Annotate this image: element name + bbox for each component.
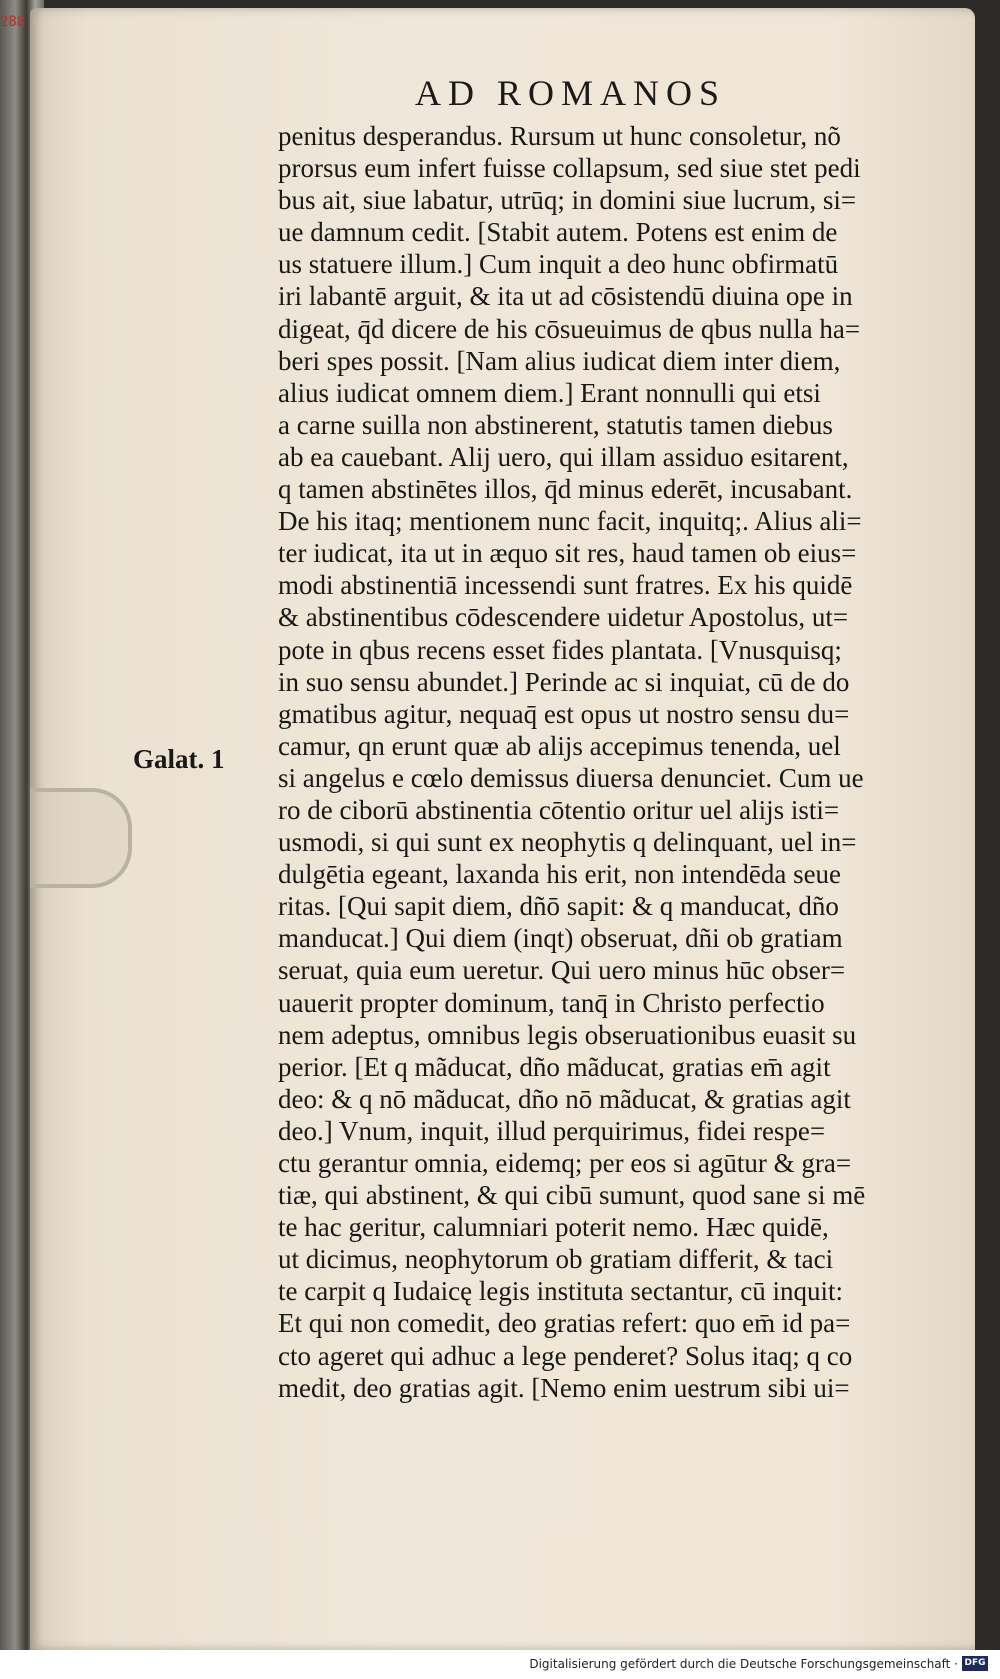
margin-note: Galat. 1: [133, 744, 225, 774]
text-line: iri labantē arguit, & ita ut ad cōsistendū diuina ope in: [278, 281, 853, 312]
text-line: alius iudicat omnem diem.] Erant nonnulli qui etsi: [278, 377, 821, 408]
text-line: ter iudicat, ita ut in æquo sit res, haud tamen ob eius=: [278, 538, 857, 569]
text-line: te hac geritur, calumniari poterit nemo. Hæc quidē,: [278, 1212, 829, 1243]
text-line: gmatibus agitur, nequaq̄ est opus ut nostro sensu du=: [278, 698, 850, 729]
page-clasp: [30, 788, 132, 888]
text-line: cto ageret qui adhuc a lege penderet? Solus itaq; q co: [278, 1340, 853, 1371]
text-line: seruat, quia eum ueretur. Qui uero minus hūc obser=: [278, 955, 846, 986]
text-line: te carpit q Iudaicę legis instituta sectantur, cū inquit:: [278, 1276, 843, 1307]
text-line: prorsus eum infert fuisse collapsum, sed siue stet pedi: [278, 153, 861, 184]
text-line: ab ea cauebant. Alij uero, qui illam assiduo esitarent,: [278, 441, 849, 472]
text-line: ut dicimus, neophytorum ob gratiam differit, & taci: [278, 1244, 834, 1275]
text-line: tiæ, qui abstinent, & qui cibū sumunt, quod sane si mē: [278, 1180, 866, 1211]
text-line: nem adeptus, omnibus legis obseruationibus euasit su: [278, 1019, 857, 1050]
body-text: [278, 120, 986, 1404]
text-line: us statuere illum.] Cum inquit a deo hunc obfirmatū: [278, 249, 839, 280]
text-line: ro de ciborū abstinentia cōtentio oritur uel alijs isti=: [278, 794, 840, 825]
text-line: digeat, q̄d dicere de his cōsueuimus de qbus nulla ha=: [278, 313, 861, 344]
text-line: dulgētia egeant, laxanda his erit, non intendēda seue: [278, 859, 842, 890]
text-line: Et qui non comedit, deo gratias refert: quo em̄ id pa=: [278, 1308, 851, 1339]
text-line: ritas. [Qui sapit diem, dñō sapit: & q manducat, dño: [278, 891, 839, 922]
footer-credit: Digitalisierung gefördert durch die Deutsche Forschungsgemeinschaft ·: [529, 1657, 958, 1671]
page-number: 288: [0, 14, 26, 30]
running-head: AD ROMANOS: [415, 73, 727, 113]
text-line: modi abstinentiā incessendi sunt fratres. Ex his quidē: [278, 570, 853, 601]
text-line: in suo sensu abundet.] Perinde ac si inquiat, cū de do: [278, 666, 850, 697]
text-line: medit, deo gratias agit. [Nemo enim uestrum sibi ui=: [278, 1372, 850, 1403]
text-line: perior. [Et q mãducat, dño mãducat, gratias em̄ agit: [278, 1051, 831, 1082]
text-line: ctu gerantur omnia, eidemq; per eos si agūtur & gra=: [278, 1148, 852, 1178]
text-line: beri spes possit. [Nam alius iudicat diem inter diem,: [278, 345, 841, 376]
text-line: q tamen abstinētes illos, q̄d minus ederēt, incusabant.: [278, 474, 853, 505]
text-line: pote in qbus recens esset fides plantata. [Vnusquisq;: [278, 634, 842, 665]
text-line: camur, qn erunt quæ ab alijs accepimus tenenda, uel: [278, 730, 841, 761]
text-line: deo: & q nō mãducat, dño nō mãducat, & gratias agit: [278, 1083, 851, 1114]
text-line: & abstinentibus cōdescendere uidetur Apostolus, ut=: [278, 602, 849, 633]
text-line: ue damnum cedit. [Stabit autem. Potens est enim de: [278, 217, 838, 248]
text-line: manducat.] Qui diem (inqt) obseruat, dñi ob gratiam: [278, 923, 843, 954]
text-line: a carne suilla non abstinerent, statutis tamen diebus: [278, 409, 833, 440]
text-line: penitus desperandus. Rursum ut hunc consoletur, nõ: [278, 121, 841, 151]
book-page: [30, 8, 975, 1650]
text-line: usmodi, si qui sunt ex neophytis q delinquant, uel in=: [278, 827, 857, 858]
text-line: De his itaq; mentionem nunc facit, inquitq;. Alius ali=: [278, 506, 862, 537]
text-line: si angelus e cœlo demissus diuersa denunciet. Cum ue: [278, 762, 864, 793]
text-line: deo.] Vnum, inquit, illud perquirimus, fidei respe=: [278, 1115, 826, 1146]
text-line: uauerit propter dominum, tanq̄ in Christo perfectio: [278, 987, 825, 1018]
text-line: bus ait, siue labatur, utrūq; in domini siue lucrum, si=: [278, 185, 857, 216]
dfg-logo: DFG: [962, 1656, 988, 1671]
